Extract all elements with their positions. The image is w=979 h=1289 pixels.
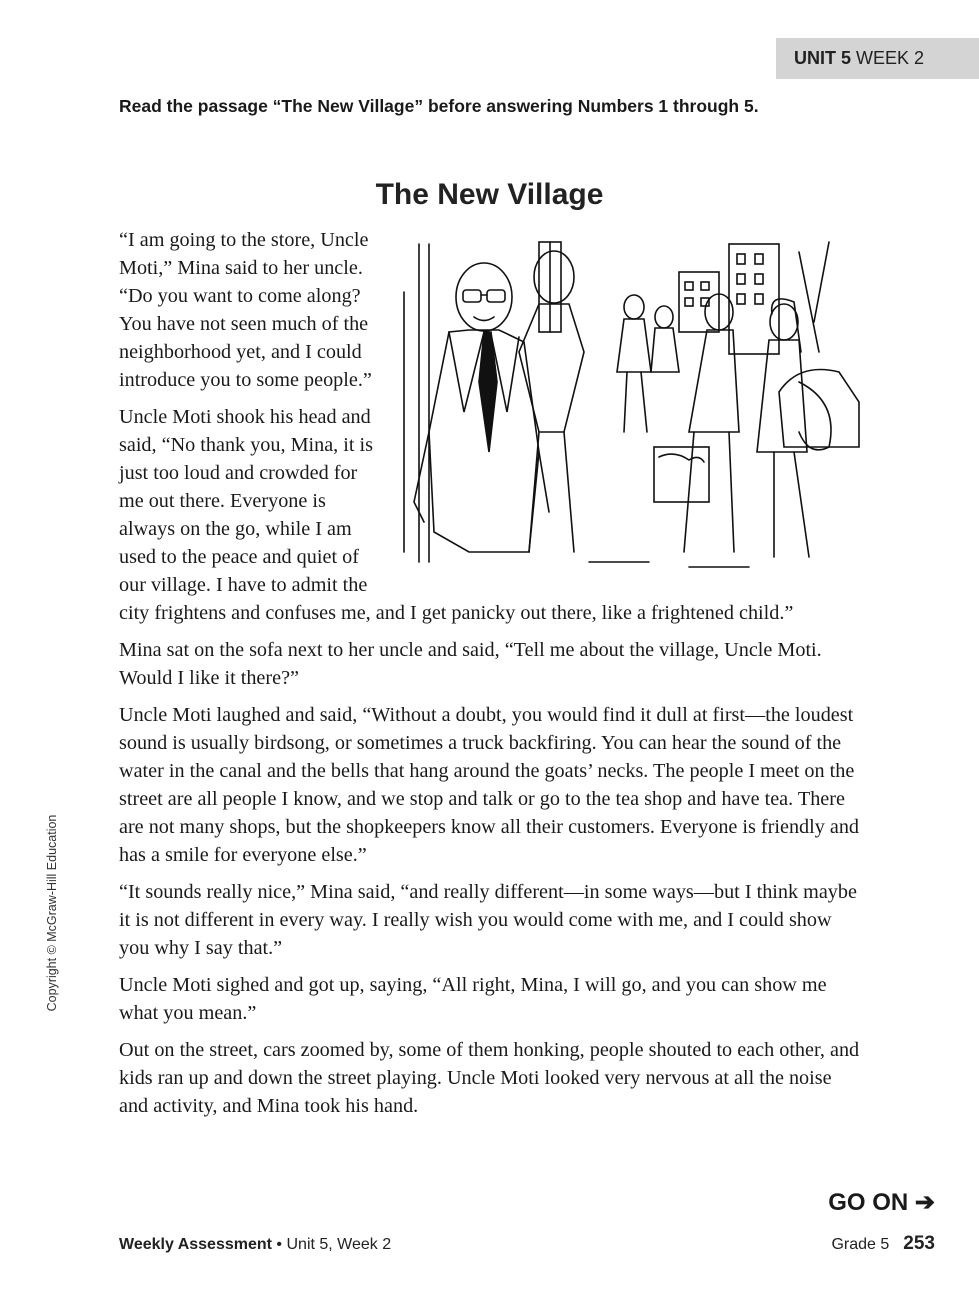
passage-title: The New Village [375,178,604,211]
footer-separator: • [271,1236,287,1253]
go-on-indicator: GO ON ➔ [828,1189,935,1216]
paragraph-2: Uncle Moti shook his head and said, “No thank you, Mina, it is just too loud and crowded for me out there. Everyone is always on the go, while I am used to the peace and quiet of our village. I have to admit the city frightens and confuses me, and I get panicky out there, like a frightened child.” [119,406,794,624]
footer-unit-week: Unit 5, Week 2 [286,1236,392,1253]
week-label: WEEK 2 [856,48,925,68]
street-scene-illustration [389,232,864,582]
grade-label: Grade 5 [831,1236,890,1253]
instruction-text: Read the passage “The New Village” before answering Numbers 1 through 5. [119,96,759,116]
assessment-label: Weekly Assessment [119,1236,272,1253]
copyright-notice: Copyright © McGraw-Hill Education [45,814,59,1012]
unit-week-tab [776,38,979,79]
paragraph-5: “It sounds really nice,” Mina said, “and really different—in some ways—but I think maybe it is not different in every way. I really wish you would come with me, and I could show you why I say that.” [119,881,857,959]
footer-assessment [119,1236,391,1254]
page-number: 253 [903,1233,935,1254]
paragraph-1: “I am going to the store, Uncle Moti,” Mina said to her uncle. “Do you want to come along? You have not seen much of the neighborhood yet, and I could introduce you to some people.” [119,229,372,391]
unit-label: UNIT 5 [794,48,852,68]
paragraph-6: Uncle Moti sighed and got up, saying, “All right, Mina, I will go, and you can show me what you mean.” [119,974,827,1024]
paragraph-3: Mina sat on the sofa next to her uncle and said, “Tell me about the village, Uncle Moti. Would I like it there?” [119,639,822,689]
passage-body [119,226,864,1129]
paragraph-7: Out on the street, cars zoomed by, some of them honking, people shouted to each other, and kids ran up and down the street playing. Uncle Moti looked very nervous at all the noise and activity, and Mina took his hand. [119,1039,860,1117]
paragraph-4: Uncle Moti laughed and said, “Without a doubt, you would find it dull at first—the loudest sound is usually birdsong, or sometimes a truck backfiring. You can hear the sound of the water in the canal and the bells that hang around the goats’ necks. The people I meet on the street are all people I know, and we stop and talk or go to the tea shop and have tea. There are not many shops, but the shopkeepers know all their customers. Everyone is friendly and has a smile for everyone else.” [119,704,860,866]
footer-page-info [831,1233,935,1255]
